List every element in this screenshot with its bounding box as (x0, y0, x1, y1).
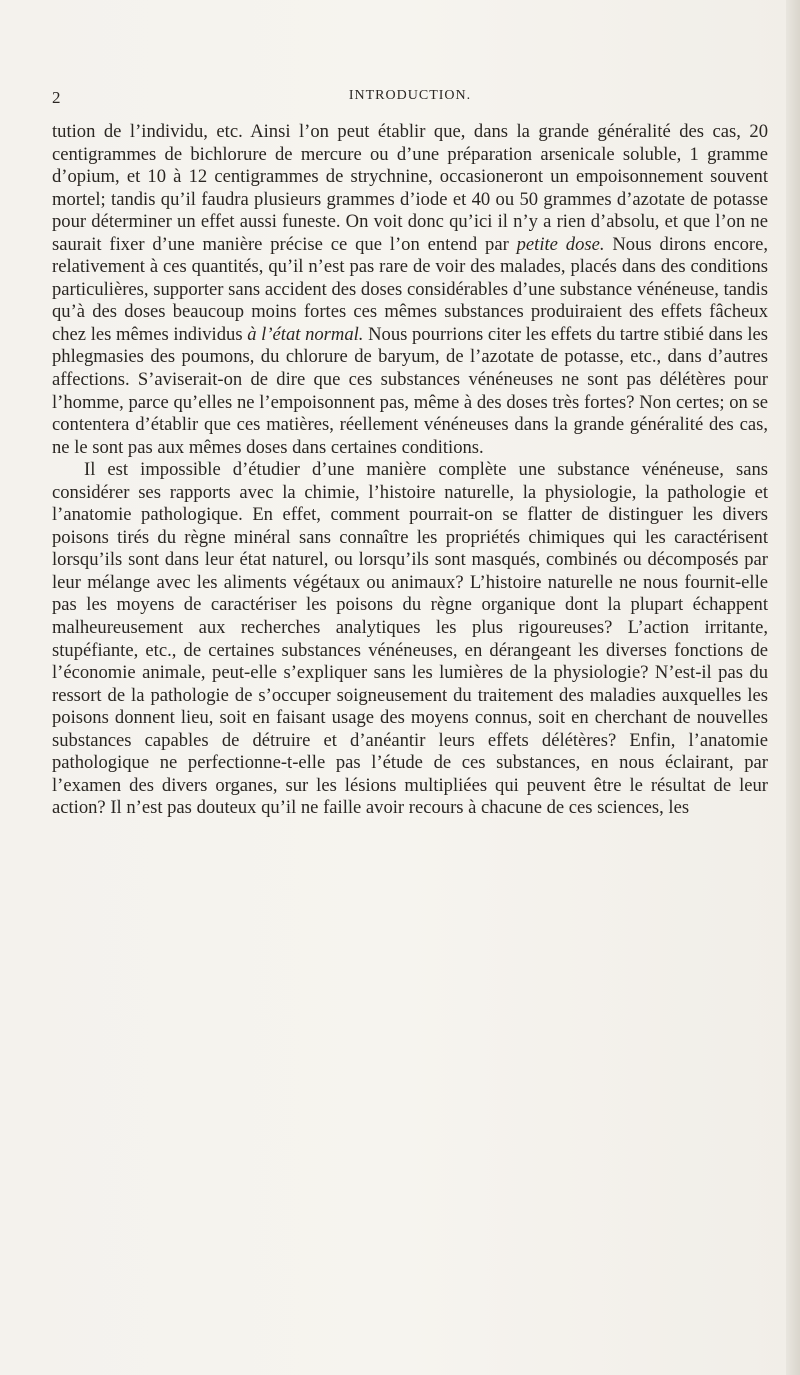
body-text (52, 121, 768, 820)
page-edge (786, 0, 800, 1375)
text-run: Il est impossible d’étudier d’une manière complète une substance vénéneuse, sans considérer ses rapports avec la chimie, l’histoire naturelle, la physiologie, la pathologie et l’anatomie pathologique. En effet, comment pourrait-on se flatter de distinguer les divers poisons tirés du règne minéral sans connaître les propriétés chimiques qui les caractérisent lorsqu’ils sont dans leur état naturel, ou lorsqu’ils sont masqués, combinés ou décomposés par leur mélange avec les aliments végétaux ou animaux? L’histoire naturelle ne nous fournit-elle pas les moyens de caractériser les poisons du règne organique dont la plupart échappent malheureusement aux recherches analytiques les plus rigoureuses? L’action irritante, stupéfiante, etc., de certaines substances vénéneuses, en dérangeant les diverses fonctions de l’économie animale, peut-elle s’expliquer sans les lumières de la physiologie? N’est-il pas du ressort de la pathologie de s’occuper soigneusement du traitement des maladies auxquelles les poisons donnent lieu, soit en faisant usage des moyens connus, soit en cherchant de nouvelles substances capables de détruire et d’anéantir leurs effets délétères? Enfin, l’anatomie pathologique ne perfectionne-t-elle pas l’étude de ces substances, en nous éclairant, par l’examen des divers organes, sur les lésions multipliées qui peuvent être le résultat de leur action? Il n’est pas douteux qu’il ne faille avoir recours à chacune de ces sciences, les (52, 459, 768, 819)
text-run: Nous pourrions citer les effets du tartre stibié dans les phlegmasies des poumons, du chlorure de baryum, de l’azotate de potasse, etc., dans d’autres affections. S’aviserait-on de dire que ces substances vénéneuses ne sont pas délétères pour l’homme, parce qu’elles ne l’empoisonnent pas, même à des doses très fortes? Non certes; on se contentera d’établir que ces matières, réellement vénéneuses dans la grande généralité des cas, ne le sont pas aux mêmes doses dans certaines conditions. (52, 323, 768, 458)
italic-run: petite dose. (516, 233, 605, 255)
paragraph-2 (52, 459, 768, 820)
paragraph-1 (52, 121, 768, 459)
page-header (52, 88, 768, 112)
page-number: 2 (52, 88, 61, 107)
italic-run: à l’état normal. (247, 323, 364, 345)
text-run: tution de l’individu, etc. Ainsi l’on peut établir que, dans la grande généralité des cas, 20 centigrammes de bichlorure de mercure ou d’une préparation arsenicale soluble, 1 gramme d’opium, et 10 à 12 centigrammes de strychnine, occasioneront un empoisonnement souvent mortel; tandis qu’il faudra plusieurs grammes d’iode et 40 ou 50 grammes d’azotate de potasse pour déterminer un effet aussi funeste. On voit donc qu’ici il n’y a rien d’absolu, et que l’on ne saurait fixer d’une manière précise ce que l’on entend par (52, 121, 768, 255)
text-run: Nous dirons encore, relativement à ces quantités, qu’il n’est pas rare de voir des malades, placés dans des conditions particulières, supporter sans accident des doses considérables d’une substance vénéneuse, tandis qu’à des doses beaucoup moins fortes ces mêmes substances produiraient des effets fâcheux chez les mêmes individus (52, 233, 768, 345)
running-head: INTRODUCTION. (348, 88, 472, 103)
